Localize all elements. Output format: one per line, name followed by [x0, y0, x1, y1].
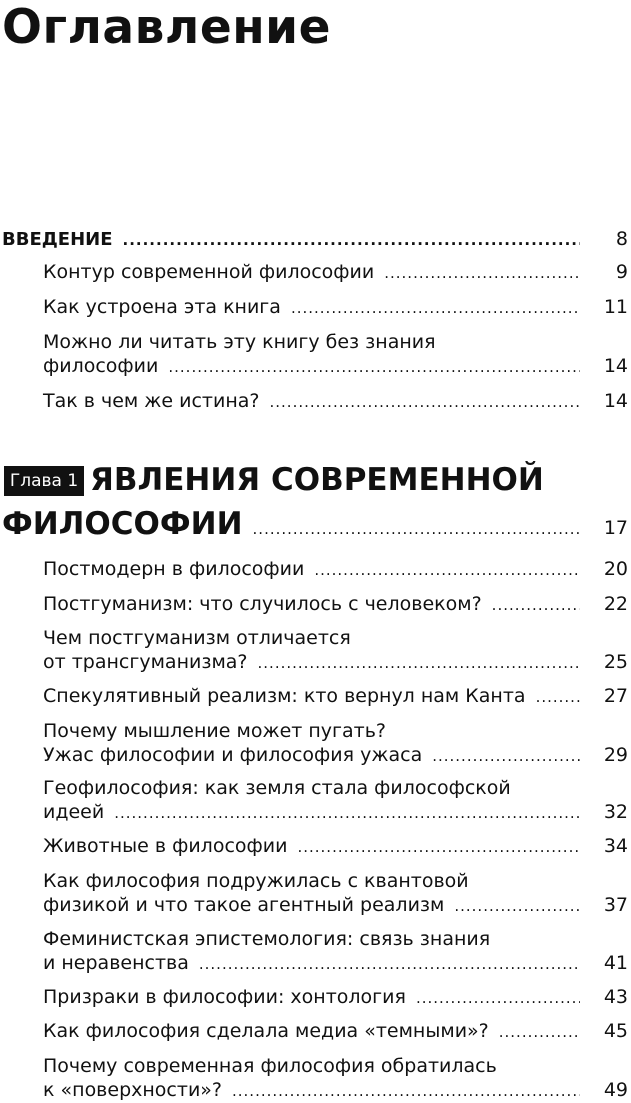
page-number: 27: [603, 685, 628, 707]
entry-title-line: от трансгуманизма?: [43, 651, 248, 673]
toc-entry[interactable]: [43, 592, 628, 617]
dot-leader: [270, 390, 581, 414]
entry-title-line: и неравенства: [43, 952, 189, 974]
entry-title: Контур современной философии: [43, 261, 375, 283]
toc-entry[interactable]: [43, 869, 628, 918]
toc-entry[interactable]: [43, 557, 628, 582]
chapter-title-line: ФИЛОСОФИИ: [2, 506, 243, 542]
page-number: 49: [603, 1079, 628, 1101]
page-number: 17: [603, 517, 628, 539]
toc-entry[interactable]: [43, 834, 628, 859]
toc-entry[interactable]: [43, 1054, 628, 1103]
toc-entry[interactable]: [43, 719, 628, 768]
page-number: 34: [603, 835, 628, 857]
page-number: 32: [603, 801, 628, 823]
dot-leader: [168, 355, 580, 379]
entry-title-line: Почему современная философия обратилась: [43, 1055, 497, 1077]
entry-title: Призраки в философии: хонтология: [43, 986, 406, 1008]
page-number: 45: [603, 1020, 628, 1042]
page-number: 41: [603, 952, 628, 974]
toc-entry[interactable]: [43, 776, 628, 825]
entry-title-line: физикой и что такое агентный реализм: [43, 894, 445, 916]
toc-intro-heading[interactable]: [2, 227, 628, 252]
toc-entry[interactable]: [43, 927, 628, 976]
page-title: Оглавление: [2, 0, 331, 55]
toc-entry[interactable]: [43, 389, 628, 414]
entry-title-line: философии: [43, 355, 159, 377]
dot-leader: [536, 685, 580, 709]
toc-entry[interactable]: [43, 985, 628, 1010]
chapter-title-line: ЯВЛЕНИЯ СОВРЕМЕННОЙ: [90, 462, 544, 498]
entry-title: Животные в философии: [43, 835, 288, 857]
entry-title-line: Феминистская эпистемология: связь знания: [43, 928, 491, 950]
dot-leader: [232, 1079, 580, 1103]
entry-title-line: идеей: [43, 801, 105, 823]
page-number: 29: [603, 744, 628, 766]
dot-leader: [314, 558, 580, 582]
page-number: 25: [603, 651, 628, 673]
toc-entry[interactable]: [43, 684, 628, 709]
entry-title: Как устроена эта книга: [43, 296, 281, 318]
dot-leader: [499, 1020, 580, 1044]
entry-title-line: Как философия подружилась с квантовой: [43, 870, 469, 892]
entry-title-line: к «поверхности»?: [43, 1079, 222, 1101]
dot-leader: [384, 261, 580, 285]
dot-leader: [291, 296, 580, 320]
toc-intro-title: ВВЕДЕНИЕ: [2, 229, 113, 250]
page-number: 8: [615, 228, 628, 250]
page-number: 37: [603, 894, 628, 916]
page-number: 20: [603, 558, 628, 580]
entry-title-line: Чем постгуманизм отличается: [43, 627, 351, 649]
page-number: 43: [603, 986, 628, 1008]
entry-title: Спекулятивный реализм: кто вернул нам Канта: [43, 685, 526, 707]
entry-title: Постгуманизм: что случилось с человеком?: [43, 593, 482, 615]
entry-title: Так в чем же истина?: [43, 390, 260, 412]
toc-entry[interactable]: [43, 295, 628, 320]
entry-title: Постмодерн в философии: [43, 558, 305, 580]
dot-leader: [253, 509, 580, 549]
dot-leader: [297, 835, 580, 859]
dot-leader: [416, 986, 580, 1010]
dot-leader: [454, 894, 580, 918]
dot-leader: [432, 744, 580, 768]
entry-title: Как философия сделала медиа «темными»?: [43, 1020, 489, 1042]
page-number: 14: [603, 355, 628, 377]
dot-leader: [199, 952, 580, 976]
entry-title-line: Почему мышление может пугать?: [43, 720, 387, 742]
dot-leader: [258, 651, 580, 675]
dot-leader: [114, 801, 580, 825]
entry-title-line: Можно ли читать эту книгу без знания: [43, 331, 436, 353]
page-number: 22: [603, 593, 628, 615]
toc-entry[interactable]: [43, 260, 628, 285]
entry-title-line: Геофилософия: как земля стала философской: [43, 777, 511, 799]
entry-title-line: Ужас философии и философия ужаса: [43, 744, 423, 766]
chapter-badge: Глава 1: [4, 466, 84, 496]
dot-leader: [123, 228, 581, 252]
page-number: 9: [615, 261, 628, 283]
toc-entry[interactable]: [43, 330, 628, 379]
page-number: 14: [603, 390, 628, 412]
page-number: 11: [603, 296, 628, 318]
toc-entry[interactable]: [43, 626, 628, 675]
toc-entry[interactable]: [43, 1019, 628, 1044]
dot-leader: [492, 593, 580, 617]
